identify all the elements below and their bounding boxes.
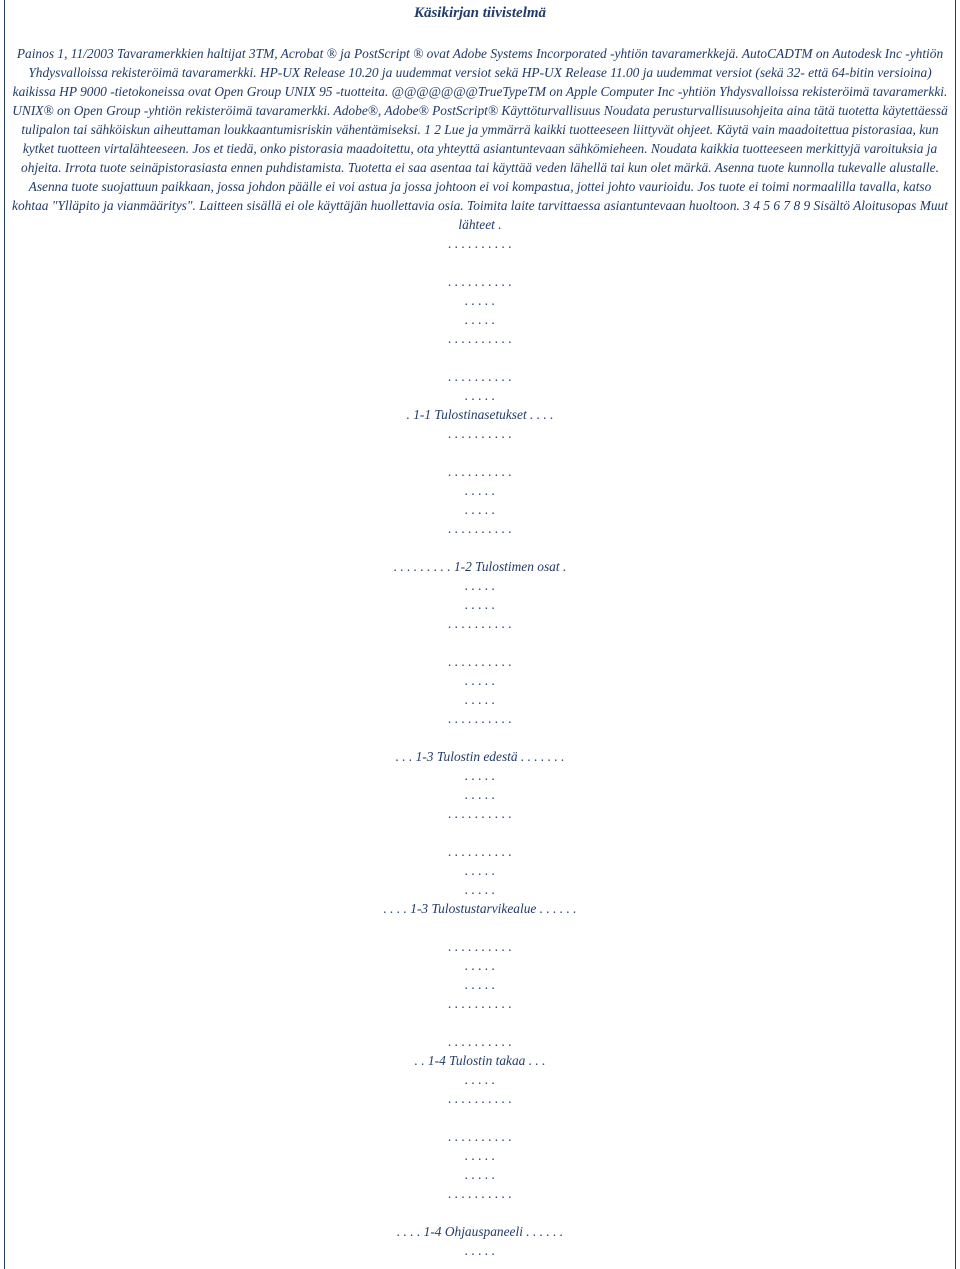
toc-line: . . . . . . . . . . [448,1186,512,1201]
toc-line: . . . . . [464,597,496,612]
toc-line: . . . . . [464,673,496,688]
document-page [4,0,956,1269]
toc-line: . . . . . . . . . . [448,464,512,479]
toc-line: . . . . . [464,787,496,802]
toc-line: . . . . . [464,502,496,517]
toc-line [5,823,955,842]
toc-line: . . . . . [464,1167,496,1182]
toc-line [5,918,955,937]
toc-line: . . 1-4 Tulostin takaa . . . [414,1053,546,1068]
toc-line: . . . . 1-3 Tulostustarvikealue . . . . . . [383,901,577,916]
toc-line: . . . 1-3 Tulostin edestä . . . . . . . [395,749,565,764]
toc-line [5,348,955,367]
toc-line: . . . . . . . . . . [448,1129,512,1144]
toc-line [5,1203,955,1222]
toc-line: . . . . . . . . . . [448,806,512,821]
toc-line: . . . . . . . . . . [448,711,512,726]
page-title: Käsikirjan tiivistelmä [413,5,547,21]
toc-line: . . . . . . . . . . [448,844,512,859]
toc-line: . . . . . . . . . . [448,1091,512,1106]
toc-line [5,443,955,462]
toc-line: . . . . . [464,1072,496,1087]
toc-line [5,538,955,557]
toc-line: . . . . . . . . . . [448,274,512,289]
toc-line: . . . . . . . . . . [448,1034,512,1049]
toc-line: . . . . . . . . . . [448,426,512,441]
toc-line: . . . . . [464,1148,496,1163]
toc-line: . . . . . [464,1243,496,1258]
toc-line: . . . . . [464,768,496,783]
toc-line: . . . . . . . . . 1-2 Tulostimen osat . [393,559,567,574]
toc-line: . . . . 1-4 Ohjauspaneeli . . . . . . [396,1224,564,1239]
toc-line: . . . . . . . . . . [448,939,512,954]
toc-line: . . . . . [464,578,496,593]
toc-line [5,253,955,272]
toc-line: . . . . . . . . . . [448,616,512,631]
toc-line: . . . . . [464,882,496,897]
toc-line [5,633,955,652]
table-of-contents [5,234,955,1260]
toc-line [5,1108,955,1127]
toc-line: . 1-1 Tulostinasetukset . . . . [406,407,554,422]
toc-line: . . . . . [464,692,496,707]
toc-line: . . . . . [464,863,496,878]
toc-line [5,728,955,747]
toc-line: . . . . . . . . . . [448,236,512,251]
intro-paragraph: Painos 1, 11/2003 Tavaramerkkien haltijat 3TM, Acrobat ® ja PostScript ® ovat Adobe Systems Incorporated -yhtiön tavaramerkkejä. AutoCADTM on Autodesk Inc -yhtiön Yhdysvalloissa rekisteröimä tavaramerkki. HP-UX Release 10.20 ja uudemmat versiot sekä HP-UX Release 11.00 ja uudemmat versiot (sekä 32- että 64-bitin versioina) kaikissa HP 9000 -tietokoneissa ovat Open Group UNIX 95 -tuotteita. @@@@@@@TrueTypeTM on Apple Computer Inc -yhtiön Yhdysvalloissa rekisteröimä tavaramerkki. UNIX® on Open Group -yhtiön rekisteröimä tavaramerkki. Adobe®, Adobe® PostScript® Käyttöturvallisuus Noudata perusturvallisuusohjeita aina tätä tuotetta käytettäessä tulipalon tai sähköiskun aiheuttaman loukkaantumisriskin vähentämiseksi. 1 2 Lue ja ymmärrä kaikki tuotteeseen liittyvät ohjeet. Käytä vain maadoitettua pistorasiaa, kun kytket tuotteen virtalähteeseen. Jos et tiedä, onko pistorasia maadoitettu, ota yhteyttä asiantuntevaan sähkömieheen. Noudata kaikkia tuotteeseen merkittyjä varoituksia ja ohjeita. Irrota tuote seinäpistorasiasta ennen puhdistamista. Tuotetta ei saa asentaa tai käyttää veden lähellä tai kun olet märkä. Asenna tuote kunnolla tukevalle alustalle. Asenna tuote suojattuun paikkaan, jossa johdon päälle ei voi astua ja jossa johtoon ei voi kompastua, jottei johto vaurioidu. Jos tuote ei toimi normaalilla tavalla, katso kohtaa "Ylläpito ja vianmääritys". Laitteen sisällä ei ole käyttäjän huollettavia osia. Toimita laite tarvittaessa asiantuntevaan huoltoon. 3 4 5 6 7 8 9 Sisältö Aloitusopas Muut lähteet . [12,46,948,232]
toc-line: . . . . . [464,388,496,403]
toc-line: . . . . . [464,977,496,992]
toc-line: . . . . . [464,293,496,308]
toc-line: . . . . . . . . . . [448,521,512,536]
toc-line: . . . . . [464,312,496,327]
toc-line: . . . . . . . . . . [448,331,512,346]
toc-line [5,1013,955,1032]
toc-line: . . . . . . . . . . [448,996,512,1011]
toc-line: . . . . . [464,483,496,498]
toc-line: . . . . . . . . . . [448,369,512,384]
toc-line: . . . . . . . . . . [448,654,512,669]
toc-line: . . . . . [464,958,496,973]
